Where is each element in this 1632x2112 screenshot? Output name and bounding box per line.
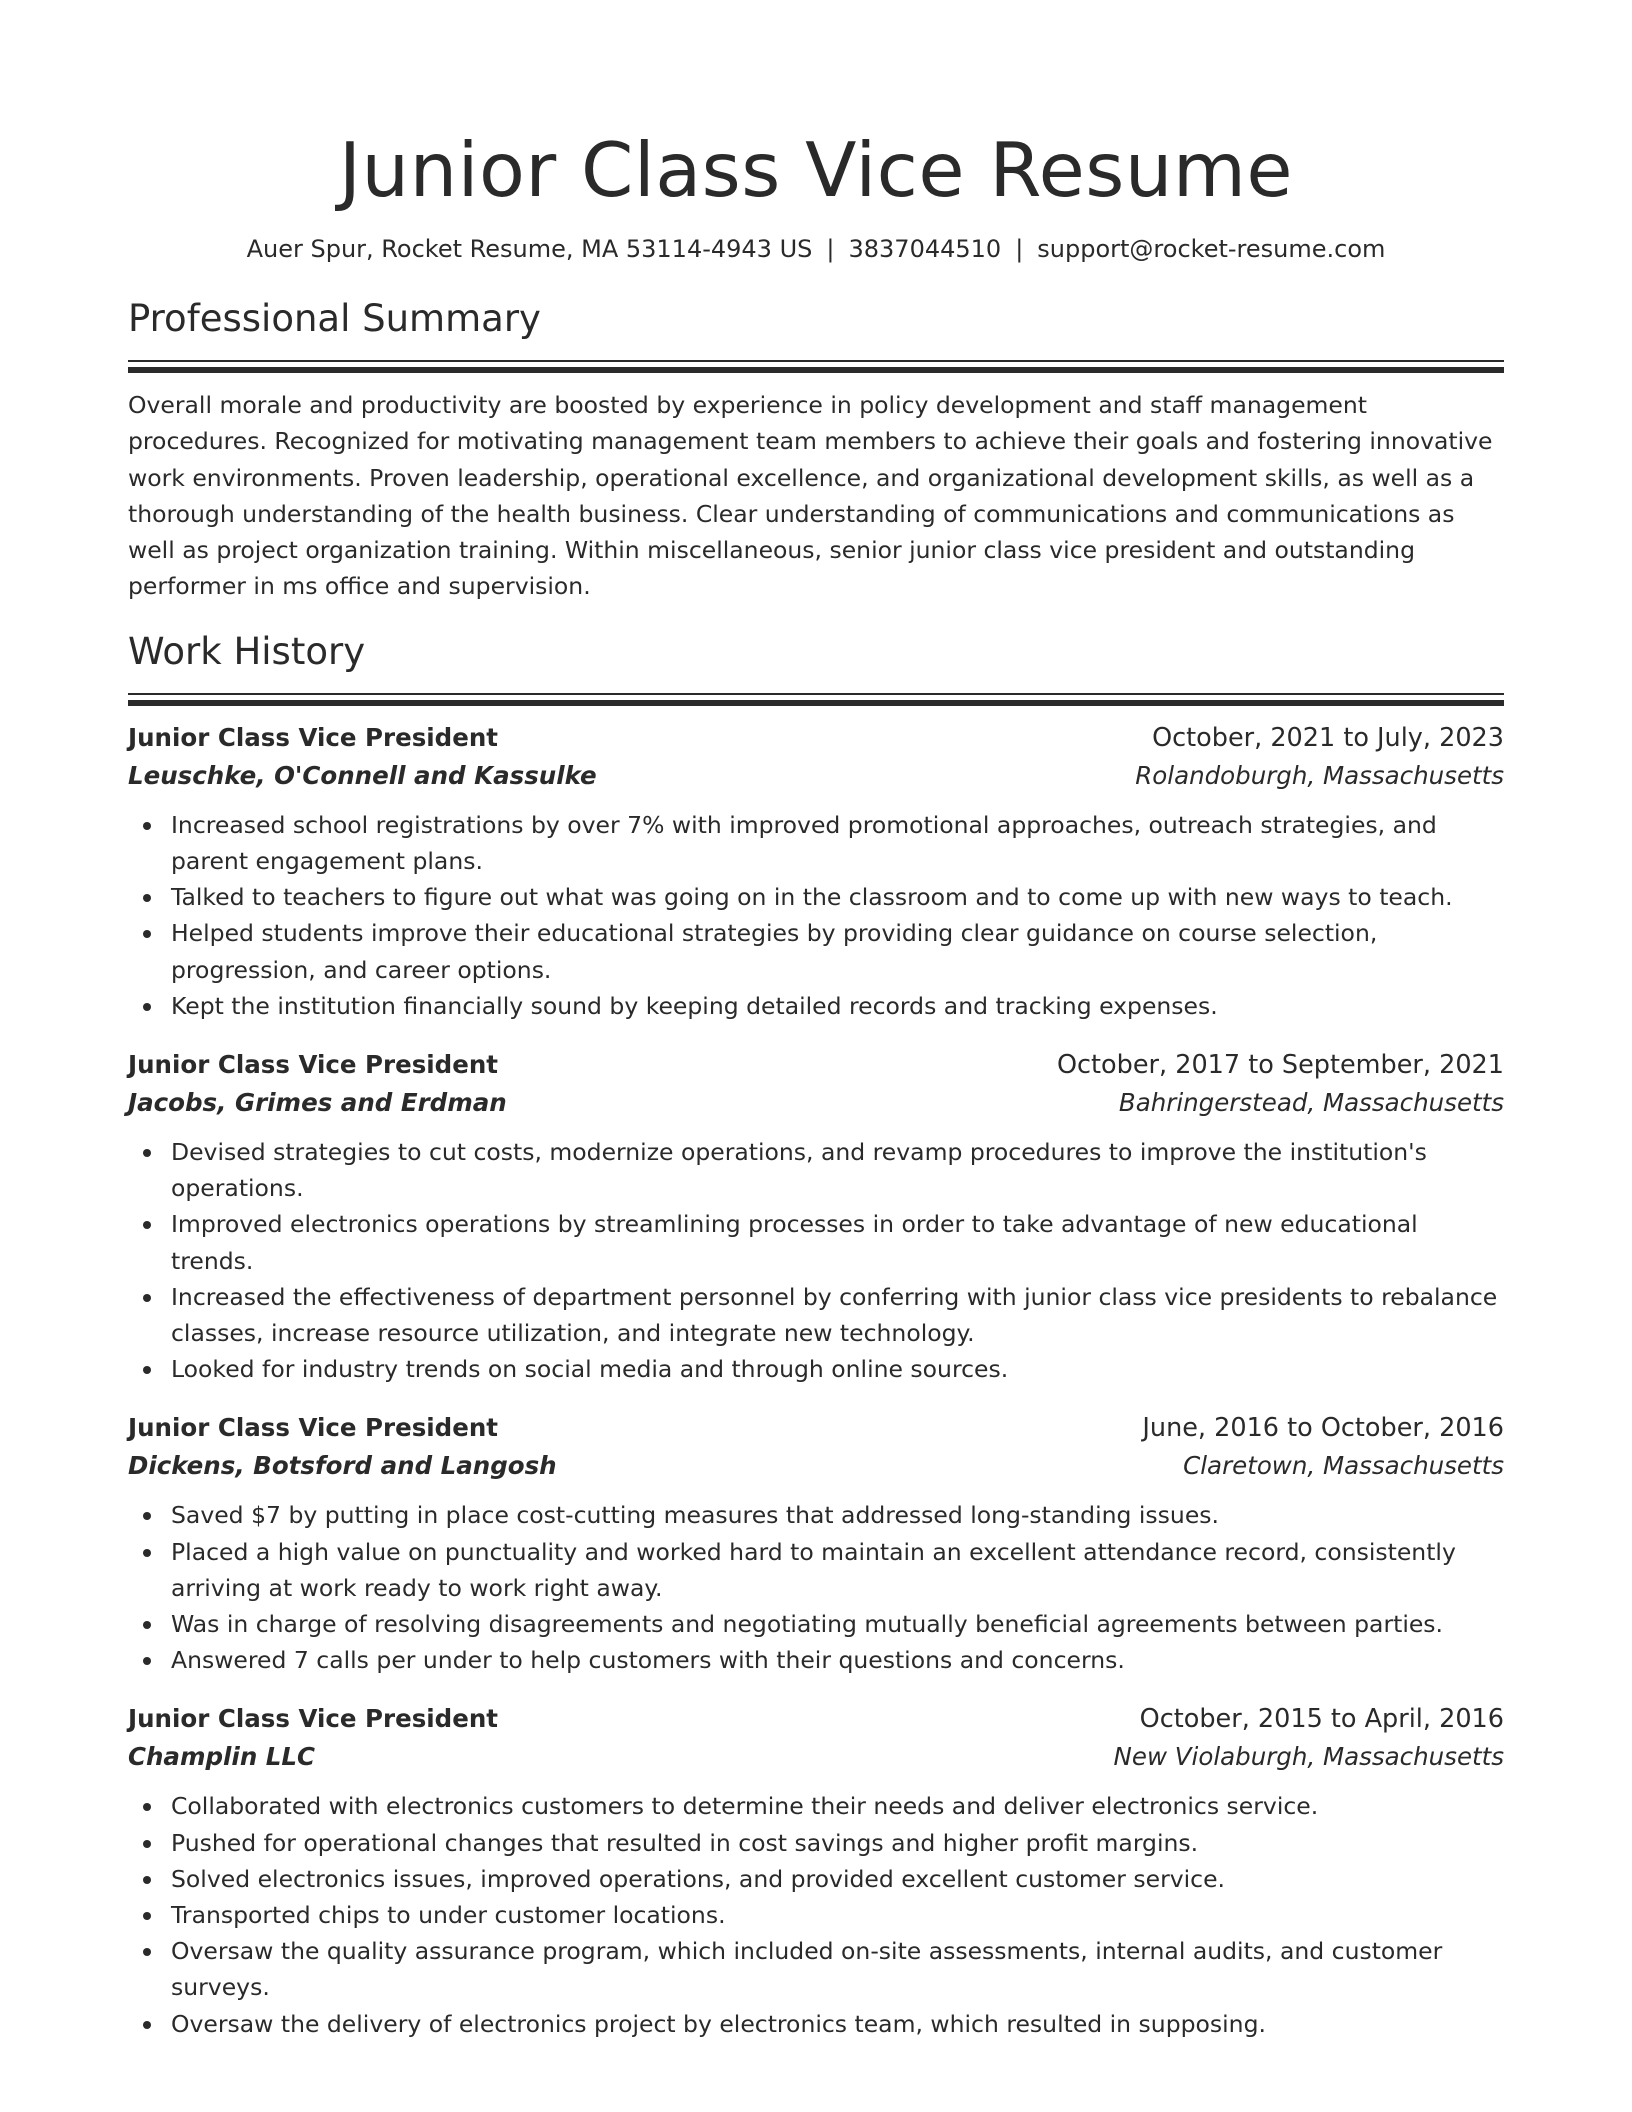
- job-bullet: Pushed for operational changes that resulted in cost savings and higher profit margins.: [171, 1825, 1504, 1861]
- section-heading-summary: Professional Summary: [128, 297, 541, 340]
- job-location: Claretown, Massachusetts: [1183, 1451, 1504, 1481]
- job-bullet-list: [128, 1788, 1504, 2041]
- job-bullet: Increased school registrations by over 7% with improved promotional approaches, outreach strategies, and parent engagement plans.: [171, 807, 1504, 879]
- job-header-row: [128, 719, 1504, 757]
- job-bullet: Helped students improve their educational strategies by providing clear guidance on course selection, progression, and career options.: [171, 915, 1504, 987]
- job-dates: October, 2015 to April, 2016: [1139, 1704, 1504, 1735]
- job-entry: [128, 1046, 1504, 1387]
- job-company-row: [128, 1084, 1504, 1122]
- job-company: Leuschke, O'Connell and Kassulke: [128, 760, 597, 790]
- job-location: New Violaburgh, Massachusetts: [1113, 1742, 1504, 1772]
- job-bullet: Devised strategies to cut costs, modernize operations, and revamp procedures to improve the institution's operations.: [171, 1134, 1504, 1206]
- job-bullet: Kept the institution financially sound by keeping detailed records and tracking expenses.: [171, 988, 1504, 1024]
- job-location: Rolandoburgh, Massachusetts: [1135, 760, 1504, 790]
- contact-separator: |: [826, 235, 835, 263]
- job-dates: October, 2017 to September, 2021: [1056, 1050, 1504, 1080]
- job-title: Junior Class Vice President: [128, 1704, 498, 1734]
- job-header-row: [128, 1700, 1504, 1738]
- job-entry: [128, 1700, 1504, 2041]
- work-history-section: [128, 629, 1504, 2042]
- job-company: Dickens, Botsford and Langosh: [128, 1451, 557, 1481]
- job-bullet: Looked for industry trends on social media and through online sources.: [171, 1351, 1504, 1387]
- section-divider: [128, 693, 1504, 695]
- job-entry: [128, 719, 1504, 1024]
- job-bullet: Oversaw the delivery of electronics project by electronics team, which resulted in supposing.: [171, 2006, 1504, 2042]
- job-bullet: Solved electronics issues, improved operations, and provided excellent customer service.: [171, 1861, 1504, 1897]
- job-bullet: Talked to teachers to figure out what was going on in the classroom and to come up with new ways to teach.: [171, 879, 1504, 915]
- job-header-row: [128, 1409, 1504, 1447]
- job-bullet: Oversaw the quality assurance program, which included on-site assessments, internal audits, and customer surveys.: [171, 1933, 1504, 2005]
- job-company-row: [128, 1738, 1504, 1776]
- job-bullet: Answered 7 calls per under to help customers with their questions and concerns.: [171, 1642, 1504, 1678]
- job-bullet: Improved electronics operations by streamlining processes in order to take advantage of new educational trends.: [171, 1206, 1504, 1278]
- job-bullet: Transported chips to under customer locations.: [171, 1897, 1504, 1933]
- contact-phone: 3837044510: [848, 235, 1002, 263]
- resume-page: [128, 0, 1504, 2042]
- job-bullet-list: [128, 1497, 1504, 1678]
- contact-email[interactable]: support@rocket-resume.com: [1037, 235, 1386, 263]
- job-entry: [128, 1409, 1504, 1678]
- job-bullet-list: [128, 1134, 1504, 1387]
- job-bullet: Placed a high value on punctuality and worked hard to maintain an excellent attendance record, consistently arriving at work ready to work right away.: [171, 1534, 1504, 1606]
- job-company: Champlin LLC: [128, 1742, 315, 1772]
- job-bullet: Increased the effectiveness of department personnel by conferring with junior class vice presidents to rebalance classes, increase resource utilization, and integrate new technology.: [171, 1279, 1504, 1351]
- job-company: Jacobs, Grimes and Erdman: [128, 1088, 507, 1117]
- job-bullet-list: [128, 807, 1504, 1024]
- section-divider: [128, 360, 1504, 362]
- professional-summary-section: [128, 296, 1504, 605]
- job-bullet: Saved $7 by putting in place cost-cutting measures that addressed long-standing issues.: [171, 1497, 1504, 1533]
- job-title: Junior Class Vice President: [128, 722, 498, 752]
- job-dates: October, 2021 to July, 2023: [1152, 722, 1504, 753]
- job-location: Bahringerstead, Massachusetts: [1118, 1088, 1504, 1117]
- resume-title: Junior Class Vice Resume: [338, 126, 1294, 214]
- section-heading-work-history: Work History: [128, 629, 366, 673]
- contact-separator: |: [1015, 235, 1024, 263]
- job-dates: June, 2016 to October, 2016: [1142, 1413, 1504, 1444]
- job-title: Junior Class Vice President: [128, 1413, 498, 1443]
- job-company-row: [128, 757, 1504, 795]
- contact-line: [128, 232, 1504, 266]
- job-title: Junior Class Vice President: [128, 1050, 498, 1079]
- contact-address: Auer Spur, Rocket Resume, MA 53114-4943 US: [246, 235, 813, 263]
- job-bullet: Was in charge of resolving disagreements and negotiating mutually beneficial agreements between parties.: [171, 1606, 1504, 1642]
- summary-text: Overall morale and productivity are boosted by experience in policy development and staff management procedures. Recognized for motivating management team members to achieve their goals and fostering innovative work environments. Proven leadership, operational excellence, and organizational development skills, as well as a thorough understanding of the health business. Clear understanding of communications and communications as well as project organization training. Within miscellaneous, senior junior class vice president and outstanding performer in ms office and supervision.: [128, 391, 1493, 601]
- job-company-row: [128, 1447, 1504, 1485]
- job-header-row: [128, 1046, 1504, 1084]
- job-bullet: Collaborated with electronics customers to determine their needs and deliver electronics service.: [171, 1788, 1504, 1824]
